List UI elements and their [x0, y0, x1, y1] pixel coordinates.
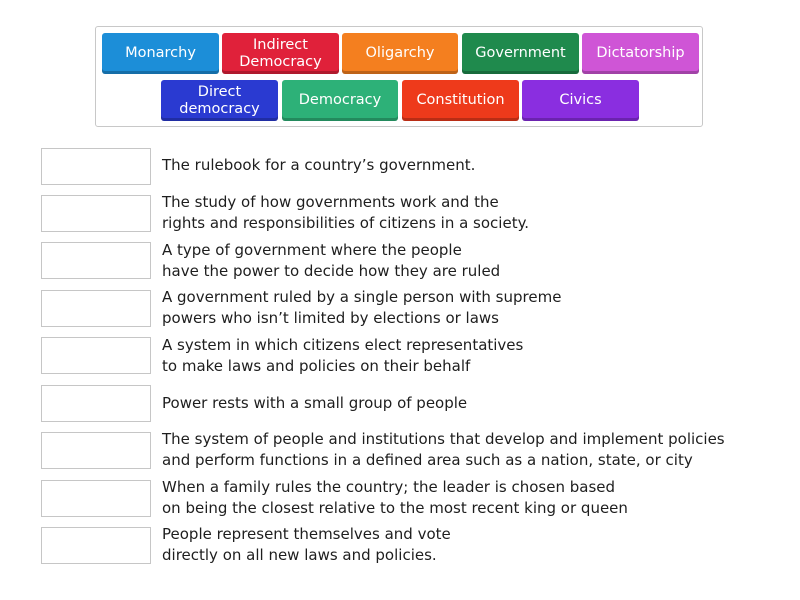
definition-text: A government ruled by a single person with supreme powers who isn’t limited by elections or laws	[162, 288, 562, 327]
definition-text: Power rests with a small group of people	[162, 394, 468, 412]
tile-monarchy[interactable]: Monarchy	[102, 33, 219, 74]
drop-slot[interactable]	[41, 290, 151, 327]
tile-dictatorship[interactable]: Dictatorship	[582, 33, 699, 74]
drop-slot[interactable]	[41, 148, 151, 185]
definition-text: The rulebook for a country’s government.	[162, 156, 476, 174]
definition-text: A system in which citizens elect representatives to make laws and policies on their behalf	[162, 336, 524, 375]
drop-slot[interactable]	[41, 480, 151, 517]
drop-slot[interactable]	[41, 195, 151, 232]
drop-slot[interactable]	[41, 385, 151, 422]
definition-text: The system of people and institutions that develop and implement policies and perform functions in a defined area such as a nation, state, or city	[162, 430, 725, 469]
tile-indirect-democracy[interactable]: Indirect Democracy	[222, 33, 339, 74]
tile-constitution[interactable]: Constitution	[402, 80, 519, 121]
tile-oligarchy[interactable]: Oligarchy	[342, 33, 458, 74]
definition-text: The study of how governments work and the rights and responsibilities of citizens in a society.	[162, 193, 530, 232]
drop-slot[interactable]	[41, 337, 151, 374]
definition-text: When a family rules the country; the leader is chosen based on being the closest relative to the most recent king or queen	[162, 478, 628, 517]
drop-slot[interactable]	[41, 432, 151, 469]
drop-slot[interactable]	[41, 527, 151, 564]
drop-slot[interactable]	[41, 242, 151, 279]
tile-direct-democracy[interactable]: Direct democracy	[161, 80, 278, 121]
tile-government[interactable]: Government	[462, 33, 579, 74]
definition-text: People represent themselves and vote directly on all new laws and policies.	[162, 525, 451, 564]
tile-civics[interactable]: Civics	[522, 80, 639, 121]
word-bank	[95, 26, 703, 127]
tile-democracy[interactable]: Democracy	[282, 80, 398, 121]
definition-text: A type of government where the people have the power to decide how they are ruled	[162, 241, 501, 280]
